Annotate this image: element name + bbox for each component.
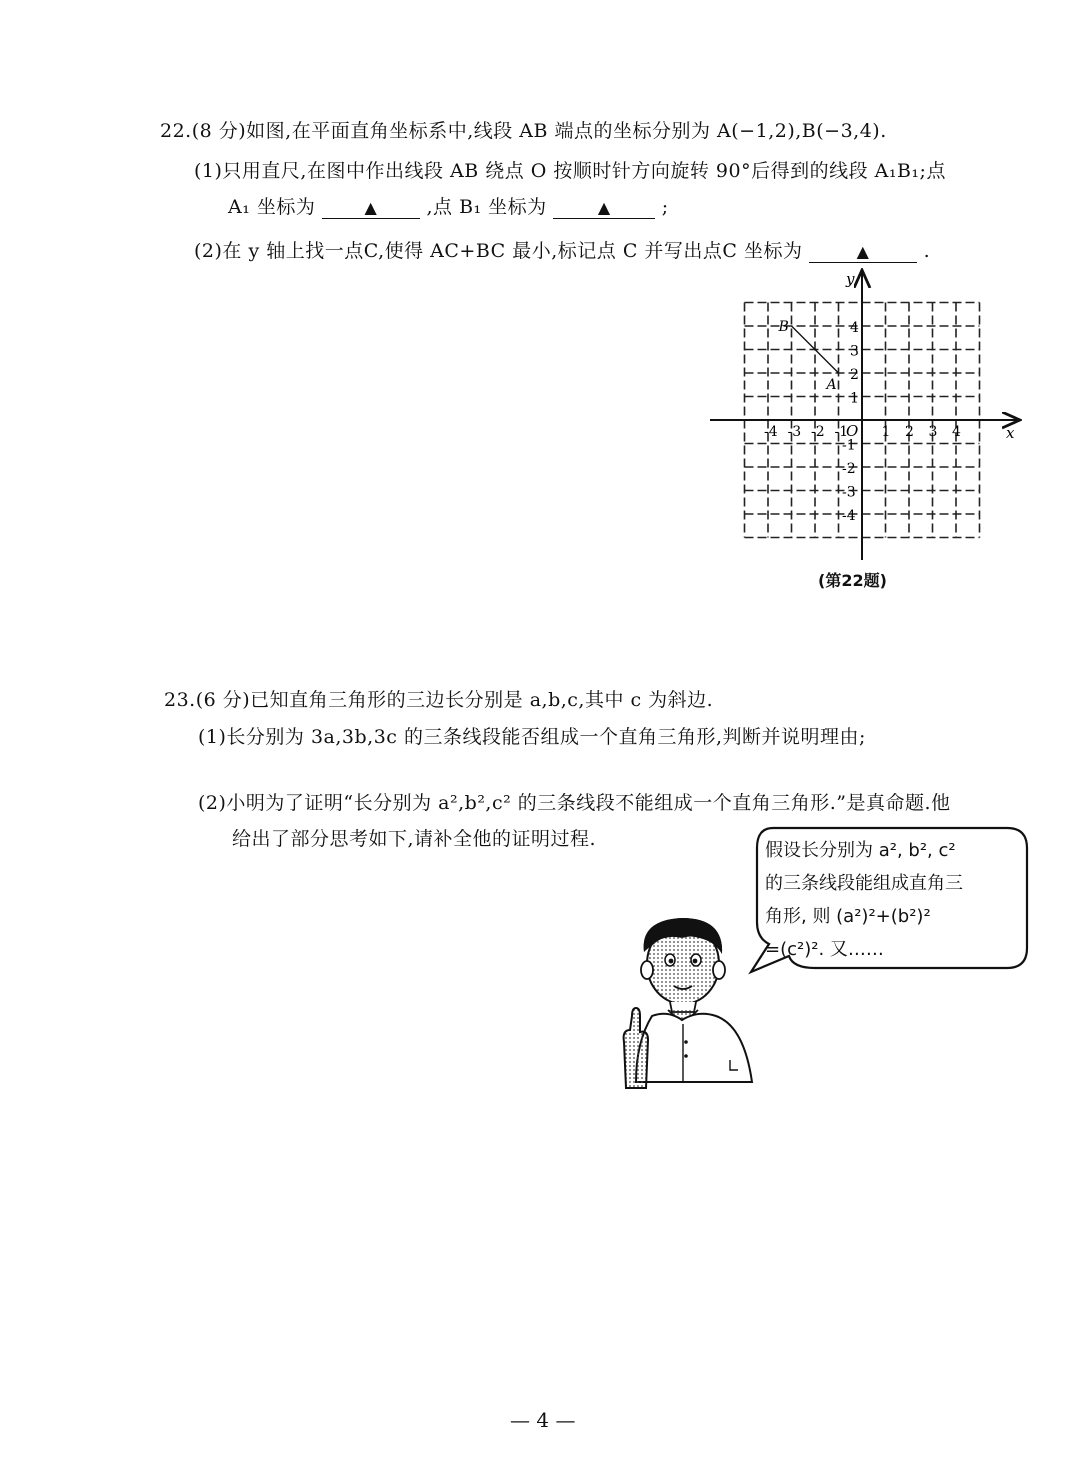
q22-b1-label: ,点 B₁ 坐标为: [426, 196, 547, 218]
y-tick-label: 2: [850, 367, 859, 383]
q23-stem: 23.(6 分)已知直角三角形的三边长分别是 a,b,c,其中 c 为斜边.: [164, 689, 714, 711]
q22-stem: 22.(8 分)如图,在平面直角坐标系中,线段 AB 端点的坐标分别为 A(−1,2),B(−3,4).: [160, 120, 887, 142]
q22-a1-label: A₁ 坐标为: [228, 196, 316, 218]
coordinate-grid-figure: [700, 262, 1030, 562]
x-tick-label: -1: [834, 424, 849, 440]
q22-part2-text: (2)在 y 轴上找一点C,使得 AC+BC 最小,标记点 C 并写出点C 坐标为: [194, 240, 803, 262]
x-tick-label: -3: [787, 424, 802, 440]
q22-part1-line1: (1)只用直尺,在图中作出线段 AB 绕点 O 按顺时针方向旋转 90°后得到的线段 A₁B₁;点: [194, 160, 946, 182]
y-tick-label: -4: [842, 508, 856, 524]
figure-caption: (第22题): [818, 571, 887, 590]
bubble-line-4: =(c²)². 又……: [765, 939, 884, 960]
y-tick-label: 3: [850, 343, 859, 360]
y-axis-label: y: [846, 270, 855, 288]
speech-bubble-text: [765, 834, 1025, 966]
q22-b1-answer-blank[interactable]: [553, 197, 655, 219]
x-tick-label: 4: [952, 424, 961, 440]
x-tick-label: -2: [811, 424, 825, 440]
q23-part1: (1)长分别为 3a,3b,3c 的三条线段能否组成一个直角三角形,判断并说明理由;: [198, 726, 866, 748]
y-tick-label: 1: [850, 390, 859, 407]
x-axis-label: x: [1006, 424, 1015, 442]
bubble-line-1: 假设长分别为 a², b², c²: [765, 840, 956, 861]
q22-c-answer-blank[interactable]: [809, 241, 917, 263]
q22-a1-answer-blank[interactable]: [322, 197, 420, 219]
origin-label: O: [846, 422, 859, 440]
q22-part1-line2: [228, 192, 669, 219]
q23-part2-line2: 给出了部分思考如下,请补全他的证明过程.: [232, 828, 597, 850]
answer-mark: ▲: [597, 198, 611, 217]
page-number: — 4 —: [510, 1408, 576, 1432]
boy-illustration: [612, 912, 762, 1092]
bubble-line-3: 角形, 则 (a²)²+(b²)²: [765, 906, 931, 927]
q23-part2-line1: (2)小明为了证明“长分别为 a²,b²,c² 的三条线段不能组成一个直角三角形.”是真命题.他: [198, 792, 951, 814]
y-tick-label: -3: [842, 484, 856, 501]
q22-part2: [194, 236, 930, 263]
answer-mark: ▲: [856, 242, 870, 261]
x-tick-label: 3: [928, 424, 938, 440]
y-tick-label: 4: [850, 320, 859, 336]
answer-mark: ▲: [364, 198, 378, 217]
point-A-label: A: [826, 377, 837, 393]
point-B-label: B: [778, 319, 789, 335]
x-tick-label: 2: [905, 424, 914, 440]
y-tick-label: -1: [842, 437, 856, 454]
q22-part1-end: ;: [661, 196, 669, 218]
x-tick-label: 1: [881, 424, 891, 440]
bubble-line-2: 的三条线段能组成直角三: [765, 873, 963, 894]
q22-part2-end: .: [923, 240, 931, 262]
x-tick-label: -4: [764, 424, 778, 440]
y-tick-label: -2: [842, 461, 856, 477]
